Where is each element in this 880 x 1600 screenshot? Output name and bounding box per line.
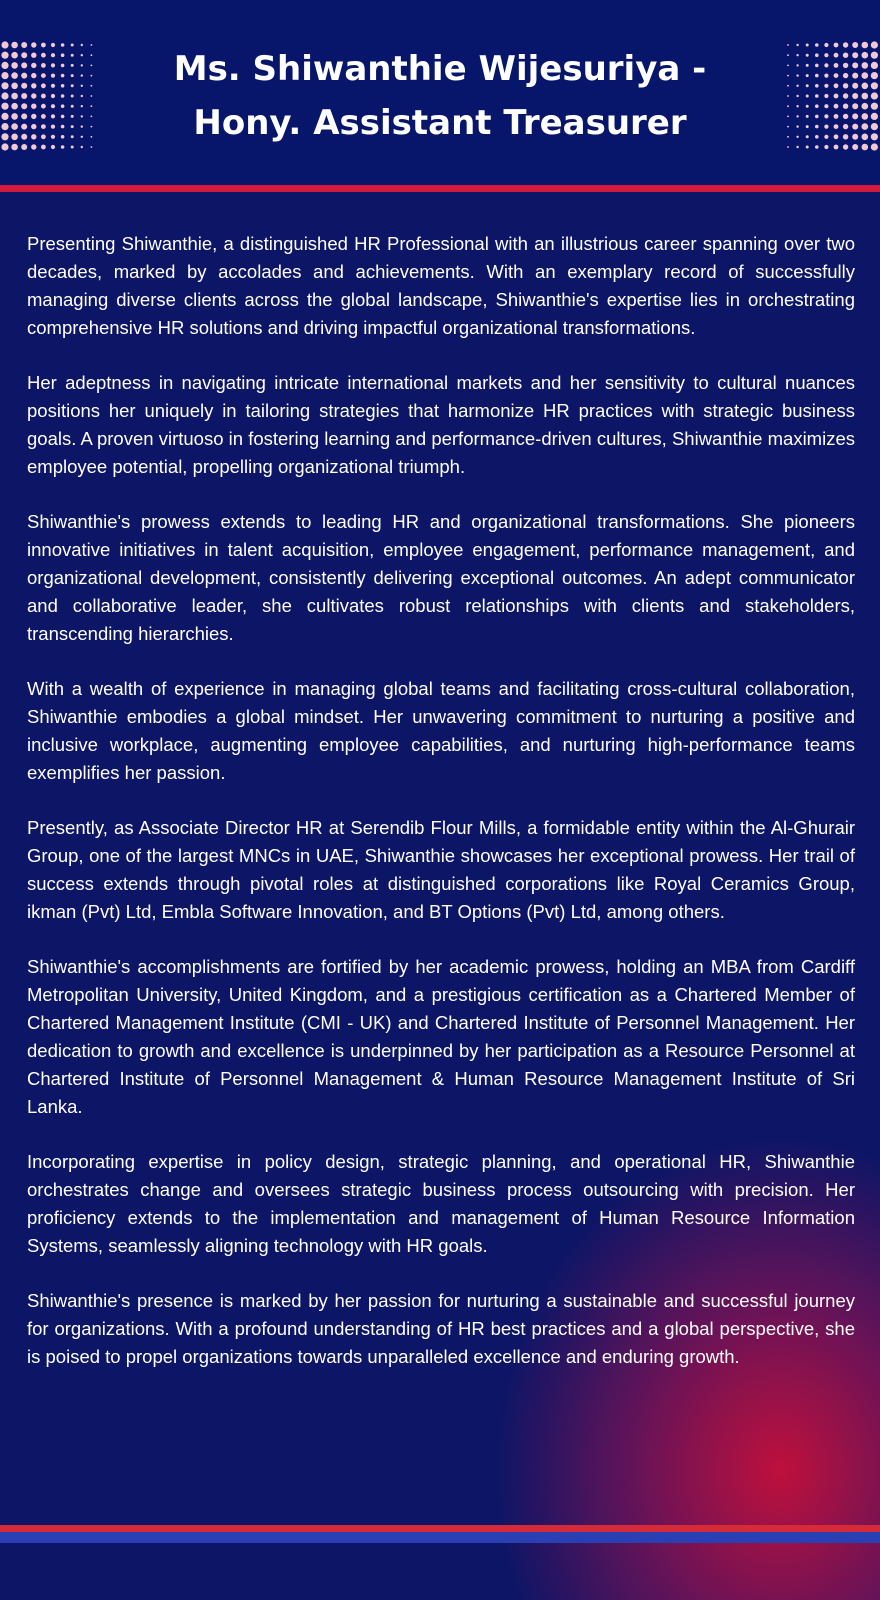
header-banner <box>0 0 880 186</box>
footer-divider-red <box>0 1525 880 1532</box>
bio-paragraph-5: Presently, as Associate Director HR at Serendib Flour Mills, a formidable entity within the Al-Ghurair Group, one of the largest MNCs in UAE, Shiwanthie showcases her exceptional prowess. Her trail of success extends through pivotal roles at distinguished corporations like Royal Ceramics Group, ikman (Pvt) Ltd, Embla Software Innovation, and BT Options (Pvt) Ltd, among others. <box>27 817 855 922</box>
dot-grid-icon <box>0 40 100 152</box>
bio-paragraph-7: Incorporating expertise in policy design, strategic planning, and operational HR, Shiwanthie orchestrates change and oversees strategic business process outsourcing with precision. Her proficiency extends to the implementation and management of Human Resource Information Systems, seamlessly aligning technology with HR goals. <box>27 1151 855 1256</box>
dot-grid-icon <box>783 40 880 152</box>
bio-paragraph-2: Her adeptness in navigating intricate international markets and her sensitivity to cultural nuances positions her uniquely in tailoring strategies that harmonize HR practices with strategic business goals. A proven virtuoso in fostering learning and performance-driven cultures, Shiwanthie maximizes employee potential, propelling organizational triumph. <box>27 372 855 477</box>
title-line-1: Ms. Shiwanthie Wijesuriya - <box>173 49 707 89</box>
title-line-2: Hony. Assistant Treasurer <box>193 103 687 143</box>
footer-divider-blue <box>0 1532 880 1543</box>
header-divider <box>0 185 880 192</box>
bio-paragraph-3: Shiwanthie's prowess extends to leading HR and organizational transformations. She pioneers innovative initiatives in talent acquisition, employee engagement, performance management, and organizational development, consistently delivering exceptional outcomes. An adept communicator and collaborative leader, she cultivates robust relationships with clients and stakeholders, transcending hierarchies. <box>27 511 855 644</box>
bio-paragraph-8: Shiwanthie's presence is marked by her passion for nurturing a sustainable and successful journey for organizations. With a profound understanding of HR best practices and a global perspective, she is poised to propel organizations towards unparalleled excellence and enduring growth. <box>27 1290 855 1367</box>
page-title <box>140 42 740 150</box>
bio-paragraph-1: Presenting Shiwanthie, a distinguished HR Professional with an illustrious career spanning over two decades, marked by accolades and achievements. With an exemplary record of successfully managing diverse clients across the global landscape, Shiwanthie's expertise lies in orchestrating comprehensive HR solutions and driving impactful organizational transformations. <box>27 233 855 338</box>
bio-paragraph-4: With a wealth of experience in managing global teams and facilitating cross-cultural collaboration, Shiwanthie embodies a global mindset. Her unwavering commitment to nurturing a positive and inclusive workplace, augmenting employee capabilities, and nurturing high-performance teams exemplifies her passion. <box>27 678 855 783</box>
bio-content <box>27 230 855 1398</box>
bio-paragraph-6: Shiwanthie's accomplishments are fortified by her academic prowess, holding an MBA from Cardiff Metropolitan University, United Kingdom, and a prestigious certification as a Chartered Member of Chartered Management Institute (CMI - UK) and Chartered Institute of Personnel Management. Her dedication to growth and excellence is underpinned by her participation as a Resource Personnel at Chartered Institute of Personnel Management & Human Resource Management Institute of Sri Lanka. <box>27 956 855 1117</box>
